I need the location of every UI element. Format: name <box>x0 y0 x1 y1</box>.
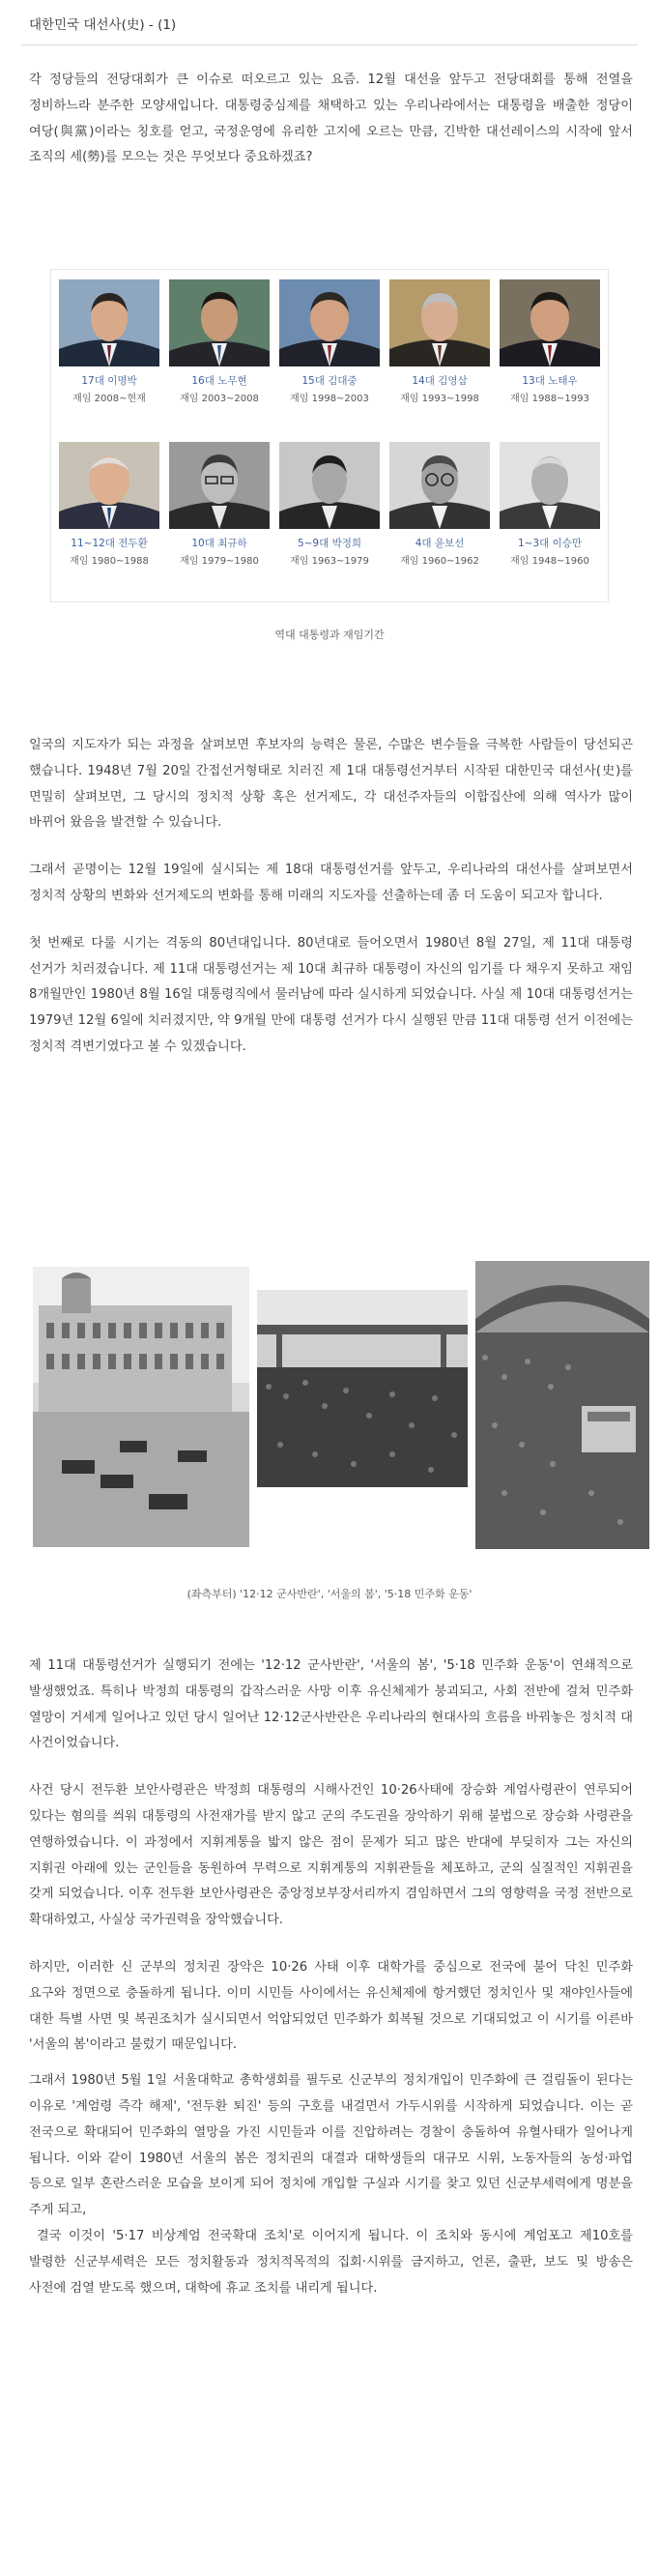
president-card <box>279 279 380 404</box>
president-name: 11~12대 전두환 <box>71 538 148 549</box>
paragraph: 그래서 곧명이는 12월 19일에 실시되는 제 18대 대통령선거를 앞두고, 우리나라의 대선사를 살펴보면서 정치적 상황의 변화와 선거제도의 변화를 통해 미래의 지도자를 선출하는데 좀 더 도움이 되고자 합니다. <box>29 863 633 903</box>
president-portrait <box>389 442 490 529</box>
photo-seoul-spring <box>257 1290 468 1487</box>
president-card <box>279 442 380 567</box>
paragraph: 하지만, 이러한 신 군부의 정치권 장악은 10·26 사태 이후 대학가를 중심으로 전국에 불어 닥친 민주화 요구와 정면으로 충돌하게 됩니다. 이미 시민들 사이에서는 유신체제에 항거했던 정치인사 및 재야인사들에 대한 특별 사면 및 복권조치가 실시되면서 억압되었던 민주화가 회복될 것으로 기대되었고 이 시기를 이른바 '서울의 봄'이라고 불렀기 때문입니다. <box>29 1959 633 2053</box>
president-term: 재임 1979~1980 <box>180 556 259 567</box>
body-section-2 <box>29 1654 633 2301</box>
president-portrait <box>500 442 600 529</box>
paragraph: 제 11대 대통령선거가 실행되기 전에는 '12·12 군사반란', '서울의 봄', '5·18 민주화 운동'이 연쇄적으로 발생했었죠. 특히나 박정희 대통령의 갑작스러운 사망 이후 유신체제가 붕괴되고, 사회 전반에 걸쳐 민주화 열망이 거세게 일어나고 있던 당시 일어난 12·12군사반란은 우리나라의 현대사의 흐름을 바꿔놓은 정치적 대 사건이었습니다. <box>29 1658 633 1751</box>
paragraph: 그래서 1980년 5월 1일 서울대학교 총학생회를 필두로 신군부의 정치개입이 민주화에 큰 걸림돌이 된다는 이유로 '계엄령 즉각 해제', '전두환 퇴진' 등의 구호를 내걸면서 가두시위를 시작하게 되었습니다. 이는 곧 전국으로 확대되어 민주화의 열망을 가진 시민들과 이를 진압하려는 경찰이 충돌하여 유혈사태가 일어나게 됩니다. 이와 같이 1980년 서울의 봄은 정치권의 대결과 대학생들의 대규모 시위, 노동자들의 농성·파업 등으로 일부 혼란스러운 모습을 보이게 되어 정치에 개입할 구실과 시기를 찾고 있던 신군부세력에게 명분을 주게 되고, <box>29 2073 633 2218</box>
president-name: 1~3대 이승만 <box>517 538 583 549</box>
president-term: 재임 1963~1979 <box>290 556 369 567</box>
president-term: 재임 2008~현재 <box>72 394 146 404</box>
paragraph: 결국 이것이 '5·17 비상계엄 전국확대 조치'로 이어지게 됩니다. 이 조치와 동시에 계엄포고 제10호를 발령한 신군부세력은 모든 정치활동과 정치적목적의 집회·시위를 금지하고, 언론, 출판, 보도 및 방송은 사전에 검열 받도록 했으며, 대학에 휴교 조치를 내리게 됩니다. <box>29 2228 633 2296</box>
president-portrait <box>389 279 490 366</box>
photo-12-12-coup <box>33 1267 249 1547</box>
president-name: 17대 이명박 <box>81 375 137 387</box>
president-name: 5~9대 박정희 <box>297 538 362 549</box>
paragraph: 사건 당시 전두환 보안사령관은 박정희 대통령의 시해사건인 10·26사태에 장승화 계엄사령관이 연루되어 있다는 혐의를 씌워 대통령의 사전재가를 받지 않고 군의 주도권을 장악하기 위해 불법으로 장승화 사령관을 연행하였습니다. 이 과정에서 지휘계통을 밟지 않은 점이 문제가 되고 많은 반대에 부딪히자 그는 자신의 지휘권 아래에 있는 군인들을 동원하여 무력으로 지휘계통의 지휘관들을 체포하고, 군의 실질적인 지휘권을 갖게 되었습니다. 이후 전두환 보안사령관은 중앙정보부장서리까지 겸임하면서 그의 영향력을 국정 전반으로 확대하였고, 사실상 국가권력을 장악했습니다. <box>29 1783 633 1928</box>
president-card <box>500 442 600 567</box>
post-title: 대한민국 대선사(史) - (1) <box>29 17 177 33</box>
president-name: 16대 노무현 <box>191 375 247 387</box>
intro-section <box>29 68 633 171</box>
president-card <box>500 279 600 404</box>
intro-paragraph: 각 정당들의 전당대회가 큰 이슈로 떠오르고 있는 요즘. 12월 대선을 앞두고 전당대회를 통해 전열을 정비하느라 분주한 모양새입니다. 대통령중심제를 채택하고 있는 우리나라에서는 대통령을 배출한 정당이 여당(與黨)이라는 칭호를 얻고, 국정운영에 유리한 고지에 오르는 만큼, 긴박한 대선레이스의 시작에 앞서 조직의 세(勢)를 모으는 것은 무엇보다 중요하겠죠? <box>29 73 633 165</box>
president-term: 재임 2003~2008 <box>180 394 259 404</box>
president-card <box>59 442 159 567</box>
president-card <box>169 279 270 404</box>
gallery-caption: 역대 대통령과 재임기간 <box>274 629 385 641</box>
president-name: 15대 김대중 <box>301 375 358 387</box>
president-name: 10대 최규하 <box>191 538 247 549</box>
president-portrait <box>279 279 380 366</box>
president-term: 재임 1960~1962 <box>400 556 479 567</box>
president-term: 재임 1998~2003 <box>290 394 369 404</box>
photos-caption: (좌측부터) '12·12 군사반란', '서울의 봄', '5·18 민주화 운동' <box>186 1588 473 1600</box>
president-name: 4대 윤보선 <box>415 538 465 549</box>
paragraph: 일국의 지도자가 되는 과정을 살펴보면 후보자의 능력은 물론, 수많은 변수들을 극복한 사람들이 당선되곤 했습니다. 1948년 7월 20일 간접선거형태로 치러진 제 1대 대통령선거부터 시작된 대한민국 대선사(史)를 면밀히 살펴보면, 그 당시의 정치적 상황 혹은 선거제도, 각 대선주자들의 이합집산에 의해 역사가 많이 바뀌어 왔음을 발견할 수 있습니다. <box>29 738 633 831</box>
president-portrait <box>279 442 380 529</box>
president-card <box>59 279 159 404</box>
photo-5-18-movement <box>475 1261 649 1549</box>
presidents-gallery <box>50 269 609 602</box>
president-card <box>169 442 270 567</box>
president-name: 13대 노태우 <box>522 375 578 387</box>
president-card <box>389 442 490 567</box>
president-term: 재임 1988~1993 <box>510 394 589 404</box>
president-portrait <box>169 279 270 366</box>
president-term: 재임 1993~1998 <box>400 394 479 404</box>
president-portrait <box>500 279 600 366</box>
president-name: 14대 김영삼 <box>412 375 468 387</box>
title-divider <box>21 44 638 45</box>
president-portrait <box>59 442 159 529</box>
president-term: 재임 1980~1988 <box>70 556 149 567</box>
body-section-1 <box>29 733 633 1061</box>
president-portrait <box>59 279 159 366</box>
president-portrait <box>169 442 270 529</box>
paragraph: 첫 번째로 다룰 시기는 격동의 80년대입니다. 80년대로 들어오면서 1980년 8월 27일, 제 11대 대통령 선거가 치러졌습니다. 제 11대 대통령선거는 제 10대 최규하 대통령이 자신의 임기를 다 채우지 못하고 재임 8개월만인 1980년 8월 16일 대통령직에서 물러남에 따라 실시하게 되었습니다. 사실 제 10대 대통령선거는 1979년 12월 6일에 치러졌지만, 약 9개월 만에 대통령 선거가 다시 실행된 만큼 11대 대통령 선거 이전에는 정치적 격변기였다고 볼 수 있겠습니다. <box>29 935 633 1054</box>
president-card <box>389 279 490 404</box>
president-term: 재임 1948~1960 <box>510 556 589 567</box>
